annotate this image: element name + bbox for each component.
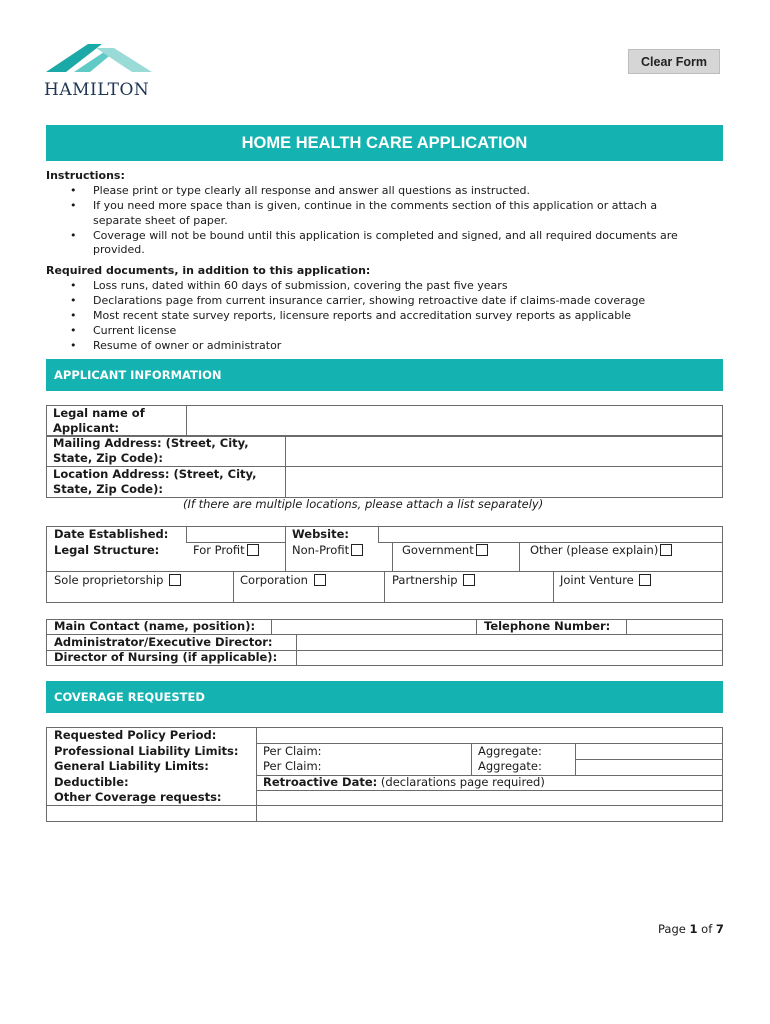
per-claim-label: Per Claim: — [263, 759, 322, 773]
website-field[interactable] — [380, 527, 722, 541]
list-item: • If you need more space than is given, continue in the comments section of this application or attach a — [46, 198, 726, 213]
policy-period-label: Requested Policy Period: — [54, 728, 217, 742]
legal-structure-label: Legal Structure: — [54, 543, 160, 557]
telephone-label: Telephone Number: — [484, 619, 611, 633]
page-word: Page — [658, 922, 686, 936]
non-profit-option — [292, 543, 363, 558]
list-item: • Current license — [46, 323, 726, 338]
director-nursing-field[interactable] — [297, 651, 722, 665]
partnership-checkbox[interactable] — [463, 574, 475, 586]
mailing-address-label: Mailing Address: (Street, City, — [53, 436, 249, 450]
director-nursing-label: Director of Nursing (if applicable): — [54, 650, 278, 664]
legal-name-field[interactable] — [187, 406, 723, 437]
list-item: • Resume of owner or administrator — [46, 338, 726, 353]
page-number — [658, 922, 724, 936]
list-item: • Please print or type clearly all response and answer all questions as instructed. — [46, 183, 726, 198]
for-profit-checkbox[interactable] — [247, 544, 259, 556]
instructions-list — [46, 183, 726, 213]
location-address-label: Location Address: (Street, City, — [53, 467, 257, 481]
joint-venture-label: Joint Venture — [560, 573, 634, 587]
instructions-list-2 — [46, 228, 726, 243]
multiple-locations-note: (If there are multiple locations, please attach a list separately) — [183, 497, 544, 511]
aggregate-label: Aggregate: — [478, 759, 542, 773]
required-docs-heading: Required documents, in addition to this application: — [46, 264, 371, 277]
divider — [378, 526, 379, 542]
for-profit-option — [193, 543, 259, 558]
deductible-label: Deductible: — [54, 775, 129, 789]
for-profit-label: For Profit — [193, 543, 245, 557]
page-total: 7 — [715, 922, 724, 936]
page-current: 1 — [689, 922, 698, 936]
other-option — [530, 543, 672, 558]
website-label: Website: — [292, 527, 349, 541]
page-of: of — [701, 922, 713, 936]
main-contact-label: Main Contact (name, position): — [54, 619, 256, 633]
aggregate-field[interactable] — [576, 760, 722, 774]
partnership-label: Partnership — [392, 573, 458, 587]
corporation-option — [240, 573, 326, 588]
other-coverage-label: Other Coverage requests: — [54, 790, 222, 804]
list-item: • Declarations page from current insurance carrier, showing retroactive date if claims-made coverage — [46, 293, 726, 308]
list-item: • Most recent state survey reports, licensure reports and accreditation survey reports as applicable — [46, 308, 726, 323]
other-label: Other (please explain) — [530, 543, 659, 557]
divider — [384, 571, 385, 603]
non-profit-checkbox[interactable] — [351, 544, 363, 556]
administrator-label: Administrator/Executive Director: — [54, 635, 273, 649]
government-label: Government — [402, 543, 474, 557]
divider — [285, 526, 286, 571]
retroactive-date-label: Retroactive Date: — [263, 775, 378, 789]
joint-venture-option — [560, 573, 651, 588]
divider — [392, 542, 393, 571]
divider — [476, 619, 477, 634]
coverage-section-header: COVERAGE REQUESTED — [46, 681, 723, 713]
government-checkbox[interactable] — [476, 544, 488, 556]
aggregate-label: Aggregate: — [478, 744, 542, 758]
logo-text: HAMILTON — [44, 80, 150, 100]
divider — [553, 571, 554, 603]
legal-name-table — [46, 405, 723, 437]
location-address-field[interactable] — [286, 467, 723, 498]
required-docs-list — [46, 278, 726, 353]
location-address-label-2: State, Zip Code): — [53, 482, 163, 496]
clear-form-button[interactable]: Clear Form — [628, 49, 720, 74]
divider — [471, 743, 472, 775]
page-title: HOME HEALTH CARE APPLICATION — [46, 125, 723, 161]
legal-name-label: Legal name of — [53, 406, 145, 420]
sole-proprietorship-checkbox[interactable] — [169, 574, 181, 586]
non-profit-label: Non-Profit — [292, 543, 350, 557]
partnership-option — [392, 573, 475, 588]
divider — [233, 571, 234, 603]
per-claim-label: Per Claim: — [263, 744, 322, 758]
retroactive-date-row — [263, 775, 545, 790]
main-contact-field[interactable] — [272, 620, 475, 633]
retroactive-date-note: (declarations page required) — [380, 775, 545, 789]
policy-period-field[interactable] — [257, 728, 722, 742]
corporation-checkbox[interactable] — [314, 574, 326, 586]
corporation-label: Corporation — [240, 573, 308, 587]
other-coverage-extra-field[interactable] — [47, 806, 722, 821]
mountain-logo-icon — [44, 40, 156, 80]
joint-venture-checkbox[interactable] — [639, 574, 651, 586]
date-established-field[interactable] — [187, 527, 284, 541]
list-item-continued: provided. — [93, 243, 145, 256]
administrator-field[interactable] — [297, 635, 722, 649]
divider — [519, 542, 520, 571]
mailing-address-label-2: State, Zip Code): — [53, 451, 163, 465]
applicant-section-header: APPLICANT INFORMATION — [46, 359, 723, 391]
list-item: • Coverage will not be bound until this application is completed and signed, and all required documents are — [46, 228, 726, 243]
list-item: • Loss runs, dated within 60 days of submission, covering the past five years — [46, 278, 726, 293]
professional-liability-label: Professional Liability Limits: — [54, 744, 239, 758]
date-established-label: Date Established: — [54, 527, 169, 541]
mailing-address-field[interactable] — [286, 436, 723, 467]
sole-proprietorship-label: Sole proprietorship — [54, 573, 164, 587]
other-checkbox[interactable] — [660, 544, 672, 556]
government-option — [402, 543, 488, 558]
telephone-field[interactable] — [627, 620, 722, 633]
legal-name-label-2: Applicant: — [53, 421, 120, 435]
aggregate-field[interactable] — [576, 744, 722, 758]
address-table — [46, 435, 723, 498]
sole-proprietorship-option — [54, 573, 181, 588]
instructions-heading: Instructions: — [46, 169, 125, 182]
other-coverage-field[interactable] — [257, 791, 722, 804]
list-item-continued: separate sheet of paper. — [93, 214, 228, 227]
general-liability-label: General Liability Limits: — [54, 759, 209, 773]
